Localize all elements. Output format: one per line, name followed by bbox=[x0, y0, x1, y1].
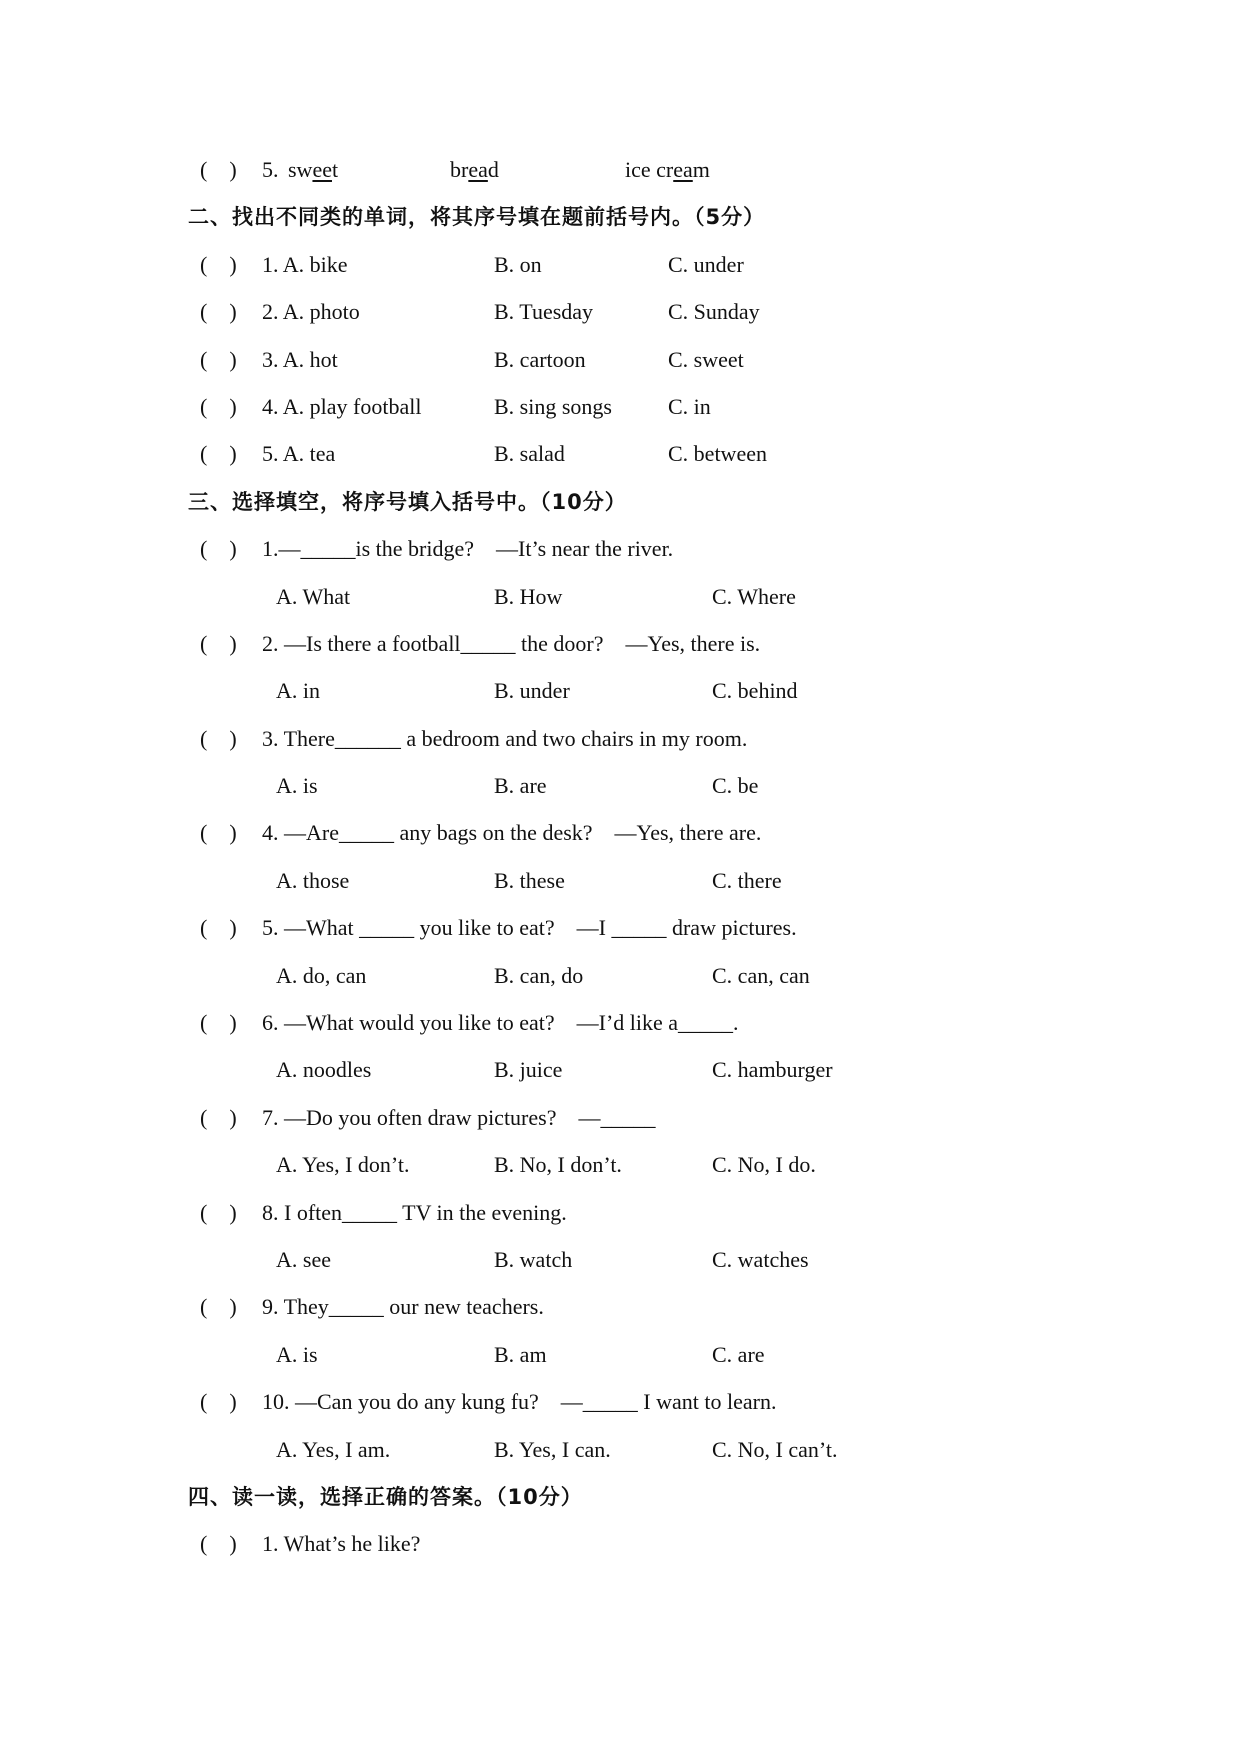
question-row bbox=[0, 1520, 1241, 1567]
option-a: 2. A. photo bbox=[262, 299, 360, 325]
option-a: 3. A. hot bbox=[262, 346, 338, 372]
phonics-question bbox=[0, 146, 1241, 193]
options-row bbox=[0, 1236, 1241, 1283]
question-row bbox=[0, 904, 1241, 951]
answer-bracket[interactable]: ( ) bbox=[200, 1389, 237, 1415]
option-b: B. Tuesday bbox=[494, 299, 594, 325]
word-option bbox=[450, 146, 499, 193]
question-text: 1. What’s he like? bbox=[262, 1531, 421, 1557]
options-row bbox=[0, 667, 1241, 714]
answer-bracket[interactable]: ( ) bbox=[200, 393, 237, 419]
option-a: 5. A. tea bbox=[262, 441, 336, 467]
word-option bbox=[625, 146, 710, 193]
answer-bracket[interactable]: ( ) bbox=[200, 251, 237, 277]
option-b: B. under bbox=[494, 678, 570, 704]
question-row bbox=[0, 430, 1241, 477]
question-text: 9. They_____ our new teachers. bbox=[262, 1294, 544, 1320]
answer-bracket[interactable]: ( ) bbox=[200, 346, 237, 372]
option-a: 1. A. bike bbox=[262, 251, 348, 277]
options-row bbox=[0, 1426, 1241, 1473]
question-row bbox=[0, 383, 1241, 430]
option-b: B. cartoon bbox=[494, 346, 586, 372]
option-c: C. behind bbox=[712, 678, 798, 704]
option-c: C. there bbox=[712, 867, 782, 893]
options-row bbox=[0, 1141, 1241, 1188]
option-c: C. No, I can’t. bbox=[712, 1436, 838, 1462]
word-option bbox=[288, 146, 338, 193]
option-c: C. between bbox=[668, 441, 767, 467]
answer-bracket[interactable]: ( ) bbox=[200, 157, 237, 182]
question-text: 6. —What would you like to eat? —I’d like a_____. bbox=[262, 1010, 739, 1036]
option-a: 4. A. play football bbox=[262, 393, 422, 419]
question-row bbox=[0, 1283, 1241, 1330]
section-heading bbox=[0, 193, 1241, 240]
section-heading bbox=[0, 1473, 1241, 1520]
option-b: B. juice bbox=[494, 1057, 563, 1083]
word-prefix: br bbox=[450, 157, 469, 182]
question-row bbox=[0, 1189, 1241, 1236]
option-b: B. am bbox=[494, 1341, 547, 1367]
option-c: C. watches bbox=[712, 1246, 809, 1272]
question-text: 4. —Are_____ any bags on the desk? —Yes, there are. bbox=[262, 820, 762, 846]
option-a: A. Yes, I don’t. bbox=[276, 1152, 410, 1178]
options-row bbox=[0, 1046, 1241, 1093]
option-c: C. sweet bbox=[668, 346, 744, 372]
option-a: A. do, can bbox=[276, 962, 367, 988]
question-row bbox=[0, 715, 1241, 762]
question-text: 10. —Can you do any kung fu? —_____ I want to learn. bbox=[262, 1389, 777, 1415]
option-c: C. Where bbox=[712, 583, 796, 609]
answer-bracket[interactable]: ( ) bbox=[200, 915, 237, 941]
word-prefix: sw bbox=[288, 157, 313, 182]
options-row bbox=[0, 762, 1241, 809]
question-text: 1.—_____is the bridge? —It’s near the river. bbox=[262, 536, 674, 562]
question-row bbox=[0, 241, 1241, 288]
question-row bbox=[0, 288, 1241, 335]
options-row bbox=[0, 857, 1241, 904]
options-row bbox=[0, 952, 1241, 999]
option-a: A. in bbox=[276, 678, 320, 704]
question-row bbox=[0, 620, 1241, 667]
answer-bracket[interactable]: ( ) bbox=[200, 536, 237, 562]
options-row bbox=[0, 1331, 1241, 1378]
question-row bbox=[0, 1094, 1241, 1141]
answer-bracket[interactable]: ( ) bbox=[200, 630, 237, 656]
answer-bracket[interactable]: ( ) bbox=[200, 820, 237, 846]
option-b: B. are bbox=[494, 773, 547, 799]
option-a: A. What bbox=[276, 583, 351, 609]
answer-bracket[interactable]: ( ) bbox=[200, 441, 237, 467]
answer-bracket[interactable]: ( ) bbox=[200, 1294, 237, 1320]
option-b: B. salad bbox=[494, 441, 565, 467]
word-prefix: ice cr bbox=[625, 157, 674, 182]
question-row bbox=[0, 1378, 1241, 1425]
question-row bbox=[0, 999, 1241, 1046]
word-suffix: d bbox=[487, 157, 499, 182]
answer-bracket[interactable]: ( ) bbox=[200, 1531, 237, 1557]
word-suffix: m bbox=[692, 157, 710, 182]
worksheet bbox=[0, 146, 1241, 1568]
word-suffix: t bbox=[331, 157, 339, 182]
underlined-letters: ea bbox=[468, 157, 488, 182]
option-c: C. in bbox=[668, 393, 711, 419]
answer-bracket[interactable]: ( ) bbox=[200, 1199, 237, 1225]
option-b: B. How bbox=[494, 583, 563, 609]
option-b: B. on bbox=[494, 251, 542, 277]
option-c: C. can, can bbox=[712, 962, 810, 988]
option-a: A. those bbox=[276, 867, 350, 893]
question-text: 5. —What _____ you like to eat? —I _____ draw pictures. bbox=[262, 915, 797, 941]
option-a: A. is bbox=[276, 773, 318, 799]
option-b: B. can, do bbox=[494, 962, 584, 988]
option-b: B. these bbox=[494, 867, 565, 893]
question-number: 5. bbox=[262, 157, 279, 182]
option-a: A. see bbox=[276, 1246, 331, 1272]
answer-bracket[interactable]: ( ) bbox=[200, 299, 237, 325]
option-a: A. Yes, I am. bbox=[276, 1436, 391, 1462]
question-text: 7. —Do you often draw pictures? —_____ bbox=[262, 1104, 656, 1130]
option-b: B. Yes, I can. bbox=[494, 1436, 611, 1462]
question-text: 3. There______ a bedroom and two chairs in my room. bbox=[262, 725, 748, 751]
option-c: C. hamburger bbox=[712, 1057, 833, 1083]
option-b: B. sing songs bbox=[494, 393, 612, 419]
question-text: 8. I often_____ TV in the evening. bbox=[262, 1199, 567, 1225]
answer-bracket[interactable]: ( ) bbox=[200, 1010, 237, 1036]
option-b: B. No, I don’t. bbox=[494, 1152, 622, 1178]
options-row bbox=[0, 573, 1241, 620]
section-2-heading: 二、找出不同类的单词，将其序号填在题前括号内。（5分） bbox=[188, 205, 766, 230]
question-row bbox=[0, 809, 1241, 856]
question-text: 2. —Is there a football_____ the door? —Yes, there is. bbox=[262, 630, 761, 656]
option-a: A. is bbox=[276, 1341, 318, 1367]
question-row bbox=[0, 336, 1241, 383]
option-c: C. Sunday bbox=[668, 299, 760, 325]
section-4-heading: 四、读一读，选择正确的答案。（10分） bbox=[188, 1484, 583, 1509]
section-heading bbox=[0, 478, 1241, 525]
underlined-letters: ee bbox=[312, 157, 332, 182]
option-c: C. No, I do. bbox=[712, 1152, 816, 1178]
option-a: A. noodles bbox=[276, 1057, 372, 1083]
option-b: B. watch bbox=[494, 1246, 573, 1272]
option-c: C. are bbox=[712, 1341, 765, 1367]
option-c: C. under bbox=[668, 251, 744, 277]
answer-bracket[interactable]: ( ) bbox=[200, 725, 237, 751]
question-row bbox=[0, 525, 1241, 572]
answer-bracket[interactable]: ( ) bbox=[200, 1104, 237, 1130]
section-3-heading: 三、选择填空，将序号填入括号中。（10分） bbox=[188, 489, 627, 514]
underlined-letters: ea bbox=[673, 157, 693, 182]
option-c: C. be bbox=[712, 773, 759, 799]
